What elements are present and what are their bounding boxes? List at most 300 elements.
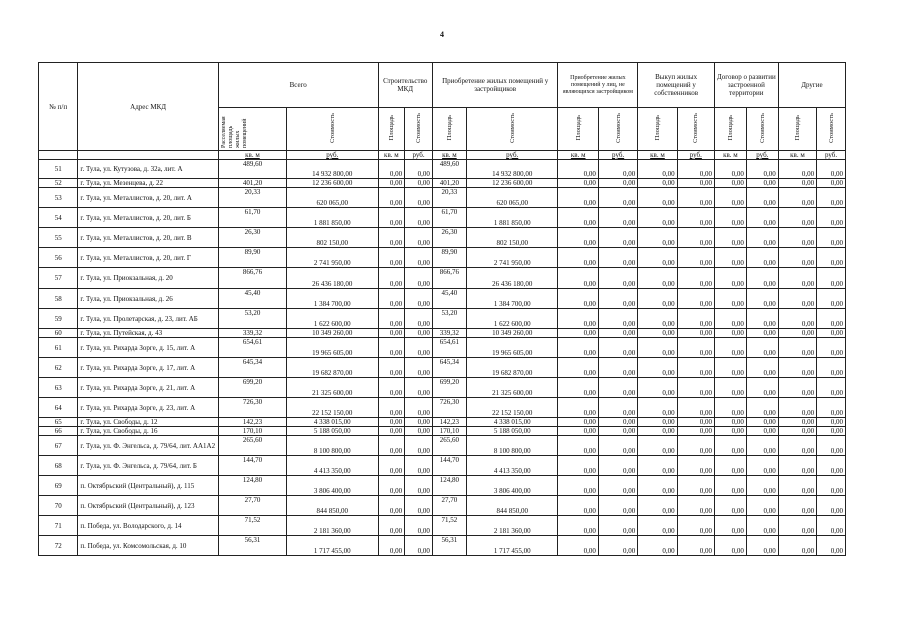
row-total-area: 699,20 (218, 378, 286, 398)
row-nondev-cost: 0,00 (598, 418, 637, 427)
header-construction: Строительство МКД (378, 63, 432, 108)
row-construction-cost: 0,00 (405, 338, 433, 358)
row-other-cost: 0,00 (817, 418, 846, 427)
row-total-cost: 1 384 700,00 (287, 289, 379, 309)
row-nondev-cost: 0,00 (598, 358, 637, 378)
subheader-area: Площадь (387, 115, 395, 141)
row-total-area: 89,90 (218, 248, 286, 268)
row-developer-cost: 4 413 350,00 (466, 456, 558, 476)
row-nondev-area: 0,00 (558, 208, 598, 228)
row-number: 71 (39, 516, 78, 536)
row-total-area: 144,70 (218, 456, 286, 476)
row-construction-cost: 0,00 (405, 436, 433, 456)
row-contract-cost: 0,00 (746, 329, 778, 338)
row-construction-area: 0,00 (378, 338, 405, 358)
header-address: Адрес МКД (78, 63, 219, 151)
table-row (39, 338, 846, 358)
row-developer-area: 20,33 (432, 188, 466, 208)
row-other-cost: 0,00 (817, 248, 846, 268)
table-row (39, 228, 846, 248)
row-contract-cost: 0,00 (746, 208, 778, 228)
row-buyout-cost: 0,00 (677, 418, 714, 427)
subheader-cost: Стоимость (415, 113, 423, 143)
row-developer-area: 265,60 (432, 436, 466, 456)
row-nondev-cost: 0,00 (598, 338, 637, 358)
row-buyout-cost: 0,00 (677, 516, 714, 536)
row-developer-area: 89,90 (432, 248, 466, 268)
row-other-cost: 0,00 (817, 436, 846, 456)
row-address: г. Тула, ул. Металлистов, д. 20, лит. А (78, 188, 219, 208)
row-contract-cost: 0,00 (746, 358, 778, 378)
row-address: г. Тула, ул. Ф. Энгельса, д. 79/64, лит. АА1А2 (78, 436, 219, 456)
row-other-cost: 0,00 (817, 188, 846, 208)
row-developer-area: 124,80 (432, 476, 466, 496)
header-row-groups (39, 63, 846, 108)
row-developer-area: 45,40 (432, 289, 466, 309)
row-other-cost: 0,00 (817, 309, 846, 329)
row-nondev-cost: 0,00 (598, 179, 637, 188)
header-other: Другие (778, 63, 845, 108)
row-construction-area: 0,00 (378, 309, 405, 329)
unit-area: кв. м (638, 151, 677, 160)
row-total-area: 866,76 (218, 268, 286, 289)
row-buyout-cost: 0,00 (677, 309, 714, 329)
row-buyout-area: 0,00 (638, 228, 677, 248)
row-other-area: 0,00 (778, 516, 816, 536)
row-developer-cost: 2 181 360,00 (466, 516, 558, 536)
row-contract-cost: 0,00 (746, 398, 778, 418)
row-address: г. Тула, ул. Металлистов, д. 20, лит. В (78, 228, 219, 248)
subheader-area: Площадь (574, 115, 582, 141)
row-construction-cost: 0,00 (405, 378, 433, 398)
row-developer-area: 645,34 (432, 358, 466, 378)
row-developer-cost: 2 741 950,00 (466, 248, 558, 268)
row-contract-area: 0,00 (714, 228, 746, 248)
row-other-area: 0,00 (778, 476, 816, 496)
row-other-cost: 0,00 (817, 516, 846, 536)
row-address: г. Тула, ул. Металлистов, д. 20, лит. Б (78, 208, 219, 228)
row-construction-cost: 0,00 (405, 418, 433, 427)
row-buyout-cost: 0,00 (677, 536, 714, 556)
unit-rub: руб. (598, 151, 637, 160)
table-row (39, 456, 846, 476)
unit-rub: руб. (466, 151, 558, 160)
row-other-area: 0,00 (778, 436, 816, 456)
row-other-area: 0,00 (778, 268, 816, 289)
row-developer-cost: 22 152 150,00 (466, 398, 558, 418)
row-nondev-area: 0,00 (558, 418, 598, 427)
row-contract-cost: 0,00 (746, 436, 778, 456)
row-nondev-cost: 0,00 (598, 456, 637, 476)
row-number: 66 (39, 427, 78, 436)
row-developer-cost: 1 717 455,00 (466, 536, 558, 556)
row-nondev-cost: 0,00 (598, 496, 637, 516)
table-row (39, 248, 846, 268)
row-number: 64 (39, 398, 78, 418)
row-total-area: 71,52 (218, 516, 286, 536)
row-developer-area: 144,70 (432, 456, 466, 476)
row-total-cost: 21 325 600,00 (287, 378, 379, 398)
row-number: 59 (39, 309, 78, 329)
row-address: п. Победа, ул. Володарского, д. 14 (78, 516, 219, 536)
row-developer-area: 339,32 (432, 329, 466, 338)
row-developer-cost: 802 150,00 (466, 228, 558, 248)
row-total-area: 726,30 (218, 398, 286, 418)
row-construction-cost: 0,00 (405, 289, 433, 309)
row-other-area: 0,00 (778, 179, 816, 188)
row-nondev-area: 0,00 (558, 188, 598, 208)
row-developer-area: 56,31 (432, 536, 466, 556)
row-total-cost: 22 152 150,00 (287, 398, 379, 418)
row-total-cost: 4 338 015,00 (287, 418, 379, 427)
row-construction-cost: 0,00 (405, 516, 433, 536)
subheader-cost: Стоимость (692, 113, 700, 143)
row-total-cost: 8 100 800,00 (287, 436, 379, 456)
row-total-cost: 2 741 950,00 (287, 248, 379, 268)
row-developer-area: 866,76 (432, 268, 466, 289)
row-developer-area: 654,61 (432, 338, 466, 358)
row-construction-cost: 0,00 (405, 188, 433, 208)
row-construction-cost: 0,00 (405, 496, 433, 516)
row-contract-cost: 0,00 (746, 496, 778, 516)
row-nondev-cost: 0,00 (598, 228, 637, 248)
row-construction-cost: 0,00 (405, 268, 433, 289)
table-row (39, 358, 846, 378)
row-number: 62 (39, 358, 78, 378)
row-buyout-cost: 0,00 (677, 378, 714, 398)
row-contract-area: 0,00 (714, 476, 746, 496)
row-nondev-cost: 0,00 (598, 476, 637, 496)
row-buyout-cost: 0,00 (677, 160, 714, 179)
row-contract-area: 0,00 (714, 358, 746, 378)
row-total-area: 61,70 (218, 208, 286, 228)
row-address: г. Тула, ул. Рихарда Зорге, д. 21, лит. А (78, 378, 219, 398)
table-row (39, 427, 846, 436)
table-row (39, 476, 846, 496)
row-developer-cost: 21 325 600,00 (466, 378, 558, 398)
header-num: № п/п (39, 63, 78, 151)
row-address: г. Тула, ул. Металлистов, д. 20, лит. Г (78, 248, 219, 268)
row-developer-cost: 3 806 400,00 (466, 476, 558, 496)
row-nondev-area: 0,00 (558, 496, 598, 516)
row-contract-area: 0,00 (714, 436, 746, 456)
row-buyout-cost: 0,00 (677, 427, 714, 436)
row-nondev-area: 0,00 (558, 268, 598, 289)
row-buyout-cost: 0,00 (677, 179, 714, 188)
row-contract-area: 0,00 (714, 418, 746, 427)
unit-rub: руб. (287, 151, 379, 160)
row-buyout-cost: 0,00 (677, 208, 714, 228)
row-construction-area: 0,00 (378, 378, 405, 398)
row-total-cost: 26 436 180,00 (287, 268, 379, 289)
row-contract-cost: 0,00 (746, 427, 778, 436)
row-developer-area: 26,30 (432, 228, 466, 248)
unit-area: кв. м (558, 151, 598, 160)
row-buyout-area: 0,00 (638, 268, 677, 289)
row-address: г. Тула, ул. Ф. Энгельса, д. 79/64, лит. Б (78, 456, 219, 476)
row-contract-area: 0,00 (714, 179, 746, 188)
row-construction-cost: 0,00 (405, 476, 433, 496)
row-other-area: 0,00 (778, 329, 816, 338)
table-row (39, 208, 846, 228)
row-construction-area: 0,00 (378, 188, 405, 208)
row-nondev-cost: 0,00 (598, 309, 637, 329)
unit-area: кв. м (378, 151, 405, 160)
row-nondev-area: 0,00 (558, 309, 598, 329)
header-buyout: Выкуп жилых помещений у собственников (638, 63, 715, 108)
row-other-area: 0,00 (778, 418, 816, 427)
row-number: 70 (39, 496, 78, 516)
row-buyout-area: 0,00 (638, 536, 677, 556)
row-total-cost: 19 965 605,00 (287, 338, 379, 358)
row-buyout-area: 0,00 (638, 516, 677, 536)
row-total-area: 645,34 (218, 358, 286, 378)
row-construction-area: 0,00 (378, 179, 405, 188)
row-buyout-area: 0,00 (638, 436, 677, 456)
row-construction-cost: 0,00 (405, 358, 433, 378)
table-row (39, 160, 846, 179)
row-construction-area: 0,00 (378, 398, 405, 418)
row-address: п. Октябрьский (Центральный), д. 115 (78, 476, 219, 496)
row-other-cost: 0,00 (817, 456, 846, 476)
row-address: г. Тула, ул. Рихарда Зорге, д. 15, лит. А (78, 338, 219, 358)
row-contract-cost: 0,00 (746, 456, 778, 476)
row-contract-area: 0,00 (714, 516, 746, 536)
row-address: п. Победа, ул. Комсомольская, д. 10 (78, 536, 219, 556)
row-address: г. Тула, ул. Мезенцева, д. 22 (78, 179, 219, 188)
table-row (39, 378, 846, 398)
row-contract-area: 0,00 (714, 188, 746, 208)
row-contract-cost: 0,00 (746, 516, 778, 536)
row-number: 63 (39, 378, 78, 398)
row-construction-cost: 0,00 (405, 208, 433, 228)
row-total-area: 45,40 (218, 289, 286, 309)
row-construction-cost: 0,00 (405, 536, 433, 556)
subheader-area: Площадь (793, 115, 801, 141)
table-row (39, 179, 846, 188)
row-buyout-area: 0,00 (638, 188, 677, 208)
row-developer-cost: 1 622 600,00 (466, 309, 558, 329)
row-address: г. Тула, ул. Приокзальная, д. 20 (78, 268, 219, 289)
row-developer-area: 53,20 (432, 309, 466, 329)
row-buyout-cost: 0,00 (677, 496, 714, 516)
row-other-area: 0,00 (778, 536, 816, 556)
row-construction-cost: 0,00 (405, 309, 433, 329)
table-row (39, 496, 846, 516)
row-contract-area: 0,00 (714, 378, 746, 398)
row-nondev-cost: 0,00 (598, 436, 637, 456)
row-total-cost: 1 881 850,00 (287, 208, 379, 228)
subheader-area: Площадь (726, 115, 734, 141)
row-nondev-area: 0,00 (558, 536, 598, 556)
row-contract-cost: 0,00 (746, 378, 778, 398)
unit-area: кв. м (714, 151, 746, 160)
row-other-cost: 0,00 (817, 329, 846, 338)
row-nondev-cost: 0,00 (598, 427, 637, 436)
table-row (39, 188, 846, 208)
row-total-area: 20,33 (218, 188, 286, 208)
unit-area: кв. м (432, 151, 466, 160)
unit-rub: руб. (405, 151, 433, 160)
row-contract-area: 0,00 (714, 289, 746, 309)
table-row (39, 398, 846, 418)
row-developer-area: 699,20 (432, 378, 466, 398)
row-contract-area: 0,00 (714, 160, 746, 179)
row-buyout-area: 0,00 (638, 179, 677, 188)
row-total-cost: 4 413 350,00 (287, 456, 379, 476)
row-total-area: 489,60 (218, 160, 286, 179)
row-number: 54 (39, 208, 78, 228)
row-contract-area: 0,00 (714, 268, 746, 289)
row-number: 67 (39, 436, 78, 456)
row-number: 55 (39, 228, 78, 248)
row-construction-area: 0,00 (378, 456, 405, 476)
row-construction-area: 0,00 (378, 418, 405, 427)
row-contract-cost: 0,00 (746, 160, 778, 179)
row-other-area: 0,00 (778, 338, 816, 358)
table-row (39, 516, 846, 536)
row-nondev-area: 0,00 (558, 456, 598, 476)
row-contract-area: 0,00 (714, 398, 746, 418)
row-number: 72 (39, 536, 78, 556)
table-row (39, 329, 846, 338)
row-number: 56 (39, 248, 78, 268)
row-total-cost: 802 150,00 (287, 228, 379, 248)
row-other-area: 0,00 (778, 289, 816, 309)
table-body (39, 160, 846, 556)
row-contract-cost: 0,00 (746, 309, 778, 329)
row-developer-cost: 10 349 260,00 (466, 329, 558, 338)
row-buyout-area: 0,00 (638, 456, 677, 476)
row-number: 52 (39, 179, 78, 188)
row-nondev-area: 0,00 (558, 378, 598, 398)
row-construction-area: 0,00 (378, 536, 405, 556)
row-other-cost: 0,00 (817, 358, 846, 378)
row-contract-cost: 0,00 (746, 536, 778, 556)
row-developer-area: 170,10 (432, 427, 466, 436)
row-buyout-area: 0,00 (638, 496, 677, 516)
row-developer-area: 61,70 (432, 208, 466, 228)
row-contract-area: 0,00 (714, 309, 746, 329)
table-row (39, 289, 846, 309)
row-construction-area: 0,00 (378, 358, 405, 378)
row-buyout-cost: 0,00 (677, 436, 714, 456)
row-construction-cost: 0,00 (405, 179, 433, 188)
row-nondev-cost: 0,00 (598, 208, 637, 228)
row-developer-cost: 14 932 800,00 (466, 160, 558, 179)
row-nondev-cost: 0,00 (598, 268, 637, 289)
row-developer-cost: 26 436 180,00 (466, 268, 558, 289)
row-nondev-area: 0,00 (558, 338, 598, 358)
row-developer-area: 27,70 (432, 496, 466, 516)
row-nondev-area: 0,00 (558, 427, 598, 436)
subheader-cost: Стоимость (614, 113, 622, 143)
row-developer-cost: 19 682 870,00 (466, 358, 558, 378)
row-construction-cost: 0,00 (405, 329, 433, 338)
row-other-cost: 0,00 (817, 427, 846, 436)
row-other-cost: 0,00 (817, 228, 846, 248)
row-buyout-cost: 0,00 (677, 289, 714, 309)
row-buyout-cost: 0,00 (677, 398, 714, 418)
row-buyout-area: 0,00 (638, 398, 677, 418)
row-contract-cost: 0,00 (746, 476, 778, 496)
row-buyout-cost: 0,00 (677, 268, 714, 289)
unit-rub: руб. (817, 151, 846, 160)
row-total-area: 124,80 (218, 476, 286, 496)
row-other-area: 0,00 (778, 160, 816, 179)
row-nondev-cost: 0,00 (598, 536, 637, 556)
row-construction-area: 0,00 (378, 248, 405, 268)
row-total-area: 56,31 (218, 536, 286, 556)
row-total-cost: 10 349 260,00 (287, 329, 379, 338)
row-address: г. Тула, ул. Свободы, д. 12 (78, 418, 219, 427)
row-construction-area: 0,00 (378, 427, 405, 436)
row-buyout-cost: 0,00 (677, 248, 714, 268)
row-nondev-cost: 0,00 (598, 160, 637, 179)
row-nondev-area: 0,00 (558, 160, 598, 179)
row-other-cost: 0,00 (817, 476, 846, 496)
row-buyout-area: 0,00 (638, 427, 677, 436)
row-buyout-area: 0,00 (638, 358, 677, 378)
row-buyout-area: 0,00 (638, 289, 677, 309)
row-number: 51 (39, 160, 78, 179)
row-buyout-area: 0,00 (638, 418, 677, 427)
row-total-cost: 1 622 600,00 (287, 309, 379, 329)
row-total-cost: 844 850,00 (287, 496, 379, 516)
units-row (39, 151, 846, 160)
row-contract-cost: 0,00 (746, 228, 778, 248)
resettlement-table (38, 62, 846, 556)
row-other-cost: 0,00 (817, 496, 846, 516)
row-number: 65 (39, 418, 78, 427)
row-address: г. Тула, ул. Свободы, д. 16 (78, 427, 219, 436)
header-total: Всего (218, 63, 378, 108)
row-buyout-area: 0,00 (638, 338, 677, 358)
row-construction-area: 0,00 (378, 268, 405, 289)
row-construction-area: 0,00 (378, 496, 405, 516)
row-developer-area: 142,23 (432, 418, 466, 427)
row-total-cost: 19 682 870,00 (287, 358, 379, 378)
row-construction-cost: 0,00 (405, 427, 433, 436)
row-total-area: 265,60 (218, 436, 286, 456)
row-buyout-cost: 0,00 (677, 358, 714, 378)
row-construction-area: 0,00 (378, 289, 405, 309)
row-number: 61 (39, 338, 78, 358)
row-other-area: 0,00 (778, 228, 816, 248)
row-address: г. Тула, ул. Рихарда Зорге, д. 23, лит. А (78, 398, 219, 418)
row-address: г. Тула, ул. Путейская, д. 43 (78, 329, 219, 338)
row-contract-cost: 0,00 (746, 418, 778, 427)
row-construction-area: 0,00 (378, 329, 405, 338)
row-nondev-area: 0,00 (558, 516, 598, 536)
row-contract-area: 0,00 (714, 427, 746, 436)
row-nondev-area: 0,00 (558, 228, 598, 248)
row-construction-area: 0,00 (378, 208, 405, 228)
row-other-area: 0,00 (778, 456, 816, 476)
row-buyout-area: 0,00 (638, 248, 677, 268)
row-other-cost: 0,00 (817, 179, 846, 188)
row-developer-cost: 1 384 700,00 (466, 289, 558, 309)
row-construction-area: 0,00 (378, 436, 405, 456)
row-nondev-area: 0,00 (558, 248, 598, 268)
row-buyout-cost: 0,00 (677, 476, 714, 496)
row-nondev-cost: 0,00 (598, 289, 637, 309)
row-nondev-area: 0,00 (558, 436, 598, 456)
row-developer-cost: 12 236 600,00 (466, 179, 558, 188)
row-construction-area: 0,00 (378, 228, 405, 248)
row-address: г. Тула, ул. Кутузова, д. 32а, лит. А (78, 160, 219, 179)
row-construction-area: 0,00 (378, 160, 405, 179)
